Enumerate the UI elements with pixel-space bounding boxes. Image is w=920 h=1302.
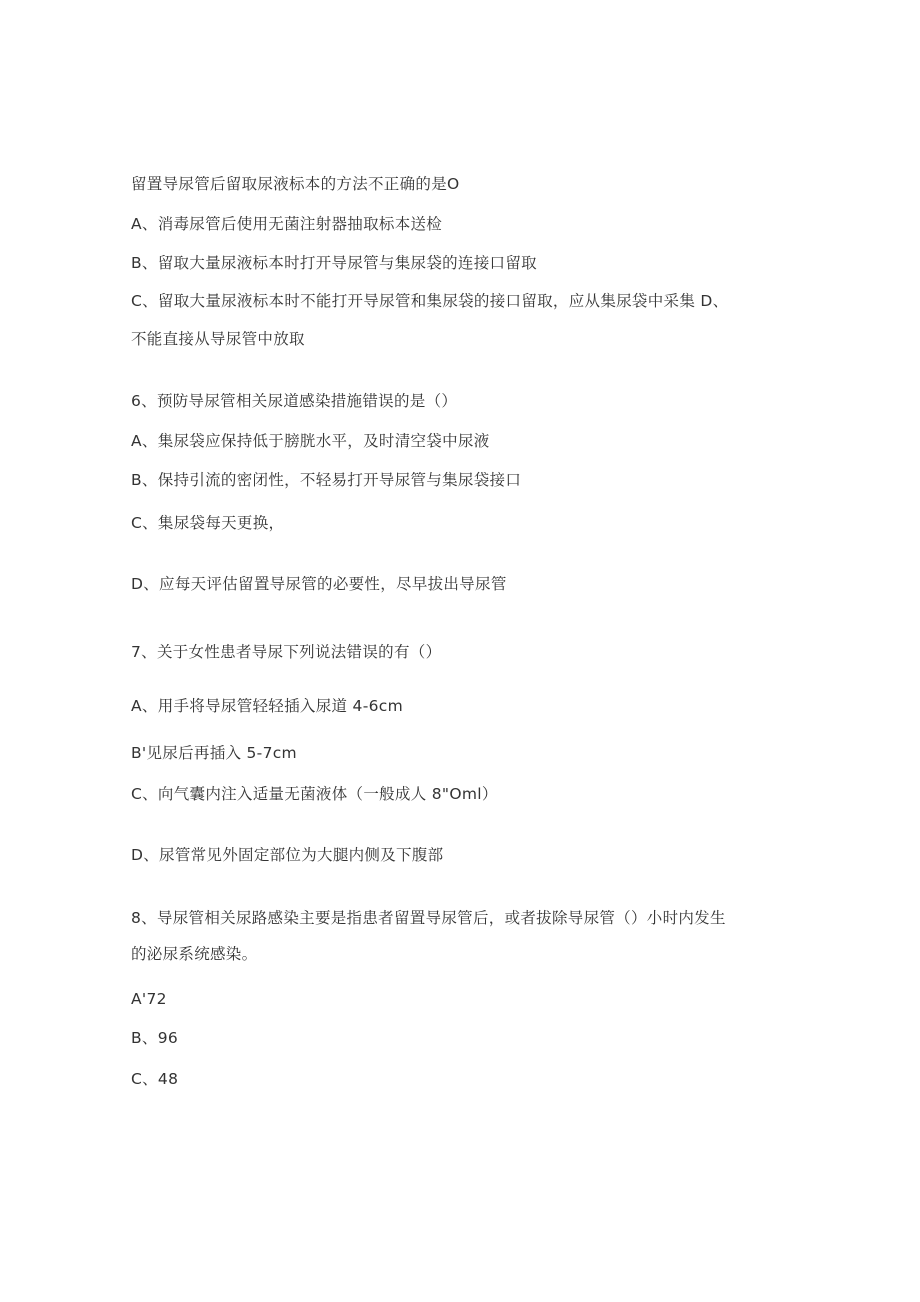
question-7-stem: 7、关于女性患者导尿下列说法错误的有（） bbox=[131, 643, 442, 661]
question-6-option-b: B、保持引流的密闭性，不轻易打开导尿管与集尿袋接口 bbox=[131, 471, 522, 489]
question-8-option-a: A'72 bbox=[131, 990, 167, 1008]
question-7-option-c: C、向气囊内注入适量无菌液体（一般成人 8"Oml） bbox=[131, 785, 498, 803]
question-5-option-a: A、消毒尿管后使用无菌注射器抽取标本送检 bbox=[131, 215, 443, 233]
question-6-option-a: A、集尿袋应保持低于膀胱水平，及时清空袋中尿液 bbox=[131, 432, 490, 450]
question-6-stem: 6、预防导尿管相关尿道感染措施错误的是（） bbox=[131, 392, 458, 410]
question-8-stem-continued: 的泌尿系统感染。 bbox=[131, 945, 258, 963]
question-6-option-d: D、应每天评估留置导尿管的必要性，尽早拔出导尿管 bbox=[131, 575, 507, 593]
question-5-option-c: C、留取大量尿液标本时不能打开导尿管和集尿袋的接口留取，应从集尿袋中采集 D、 bbox=[131, 292, 729, 310]
question-7-option-a: A、用手将导尿管轻轻插入尿道 4-6cm bbox=[131, 697, 403, 715]
question-8-option-b: B、96 bbox=[131, 1029, 179, 1047]
question-5-option-b: B、留取大量尿液标本时打开导尿管与集尿袋的连接口留取 bbox=[131, 254, 537, 272]
question-6-option-c: C、集尿袋每天更换， bbox=[131, 514, 285, 532]
question-7-option-d: D、尿管常见外固定部位为大腿内侧及下腹部 bbox=[131, 846, 444, 864]
question-8-stem: 8、导尿管相关尿路感染主要是指患者留置导尿管后，或者拔除导尿管（）小时内发生 bbox=[131, 909, 726, 927]
question-5-stem: 留置导尿管后留取尿液标本的方法不正确的是O bbox=[131, 175, 460, 193]
question-7-option-b: B'见尿后再插入 5-7cm bbox=[131, 744, 297, 762]
question-5-option-d: 不能直接从导尿管中放取 bbox=[131, 330, 305, 348]
question-8-option-c: C、48 bbox=[131, 1070, 179, 1088]
